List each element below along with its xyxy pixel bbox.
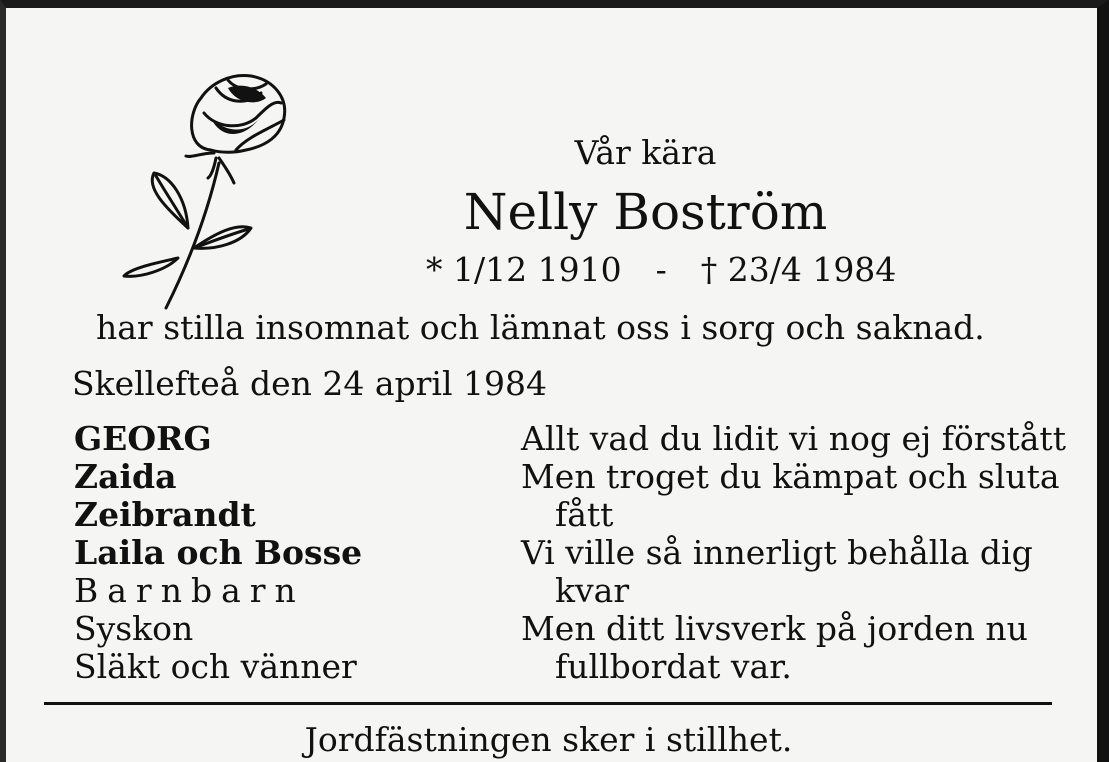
mourner: Syskon [74, 609, 194, 648]
divider [44, 702, 1052, 705]
poem-line: Men ditt livsverk på jorden nu [521, 609, 1028, 648]
poem-line: Allt vad du lidit vi nog ej förstått [521, 419, 1066, 458]
poem-line: fullbordat var. [555, 647, 792, 686]
birth-date: * 1/12 1910 [426, 250, 622, 289]
mourner: Laila och Bosse [74, 533, 363, 572]
intro-text: Vår kära [574, 133, 717, 172]
life-dates [426, 250, 896, 289]
mourner: Zeibrandt [74, 495, 256, 534]
poem-line: Men troget du kämpat och sluta [521, 457, 1060, 496]
passed-text: har stilla insomnat och lämnat oss i sorg och saknad. [96, 308, 985, 347]
mourner: Släkt och vänner [74, 647, 357, 686]
deceased-name: Nelly Boström [463, 183, 828, 241]
poem-line: kvar [555, 571, 630, 610]
mourners-list [74, 420, 362, 686]
death-date: † 23/4 1984 [700, 250, 897, 289]
date-separator: - [655, 250, 667, 289]
mourner: Zaida [74, 457, 177, 496]
mourner: GEORG [74, 419, 212, 458]
poem-line: Vi ville så innerligt behålla dig [521, 533, 1033, 572]
funeral-note: Jordfästningen sker i stillhet. [304, 720, 793, 759]
place-date: Skellefteå den 24 april 1984 [72, 364, 547, 403]
mourner: Barnbarn [74, 571, 305, 610]
poem-line: fått [555, 495, 614, 534]
poem [521, 420, 1066, 686]
